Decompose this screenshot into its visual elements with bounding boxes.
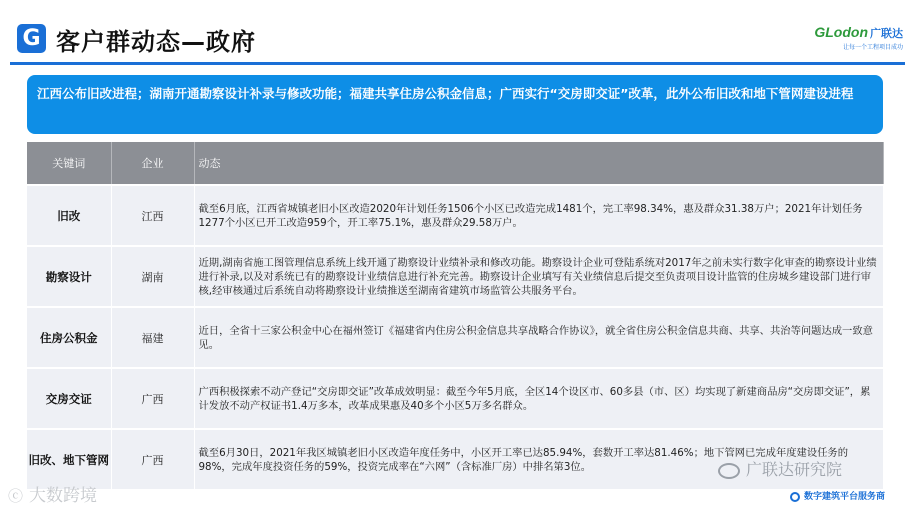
wechat-icon	[718, 463, 740, 479]
row-news-text: 截至6月底，江西省城镇老旧小区改造2020年计划任务1506个小区已改造完成1481个，完工率98.34%，惠及群众31.38万户；2021年计划任务1277个小区已开工改造959个，开工率75.1%，惠及群众29.58万户。	[194, 185, 883, 246]
footer-tagline: 数字建筑平台服务商	[790, 489, 885, 502]
news-table	[27, 142, 884, 489]
brand-name-latin: GLodon	[814, 24, 868, 40]
watermark-logo-icon: ⓒ	[8, 487, 24, 505]
page-title: 客户群动态—政府	[56, 28, 256, 56]
brand-logo-icon: G	[17, 24, 46, 53]
column-header-keyword: 关键词	[27, 142, 111, 185]
table-header-row	[27, 142, 883, 185]
row-news-text: 广西积极探索不动产登记“交房即交证”改革成效明显：截至今年5月底，全区14个设区市、60多县（市、区）均实现了新建商品房“交房即交证”，累计发放不动产权证书1.4万多本，改革成果惠及40多个小区5万多名群众。	[194, 368, 883, 429]
summary-banner	[27, 75, 883, 134]
row-org: 湖南	[111, 246, 194, 307]
watermark-right-text: 广联达研究院	[746, 460, 843, 479]
row-org: 江西	[111, 185, 194, 246]
table-row	[27, 185, 883, 246]
row-news-text: 截至6月30日，2021年我区城镇老旧小区改造年度任务中，小区开工率已达85.94%，套数开工率达81.46%；地下管网已完成年度建设任务的98%，完成年度投资任务的59%，投资完成率在“六网”（含标准厂房）中排名第3位。	[194, 429, 883, 489]
column-header-org: 企业	[111, 142, 194, 185]
row-keyword: 交房交证	[27, 368, 111, 429]
table-row	[27, 246, 883, 307]
wechat-watermark	[718, 457, 842, 480]
row-keyword: 勘察设计	[27, 246, 111, 307]
corner-watermark	[8, 481, 97, 506]
summary-text: 江西公布旧改进程；湖南开通勘察设计补录与修改功能；福建共享住房公积金信息；广西实行“交房即交证”改革，此外公布旧改和地下管网建设进程	[37, 86, 854, 101]
row-org: 福建	[111, 307, 194, 368]
column-header-news: 动态	[194, 142, 883, 185]
watermark-left-text: 大数跨境	[29, 486, 98, 506]
row-keyword: 旧改	[27, 185, 111, 246]
row-news-text: 近日，全省十三家公积金中心在福州签订《福建省内住房公积金信息共享战略合作协议》，就全省住房公积金信息共商、共享、共治等问题达成一致意见。	[194, 307, 883, 368]
row-keyword: 住房公积金	[27, 307, 111, 368]
row-keyword: 旧改、地下管网	[27, 429, 111, 489]
table-row	[27, 307, 883, 368]
brand-name-cn: 广联达	[870, 28, 903, 40]
row-org: 广西	[111, 429, 194, 489]
row-news-text: 近期,湖南省施工图管理信息系统上线开通了勘察设计业绩补录和修改功能。勘察设计企业可登陆系统对2017年之前未实行数字化审查的勘察设计业绩进行补录,以及对系统已有的勘察设计业绩信息进行补充完善。勘察设计企业填写有关业绩信息后提交至负责项目设计监管的住房城乡建设部门进行审核,经审核通过后系统自动将勘察设计业绩推送至湖南省建筑市场监管公共服务平台。	[194, 246, 883, 307]
header-divider	[10, 62, 905, 65]
brand-block	[814, 24, 903, 51]
brand-slogan: 让每一个工程项目成功	[842, 44, 903, 51]
row-org: 广西	[111, 368, 194, 429]
brand-name	[814, 24, 903, 41]
table-row	[27, 368, 883, 429]
